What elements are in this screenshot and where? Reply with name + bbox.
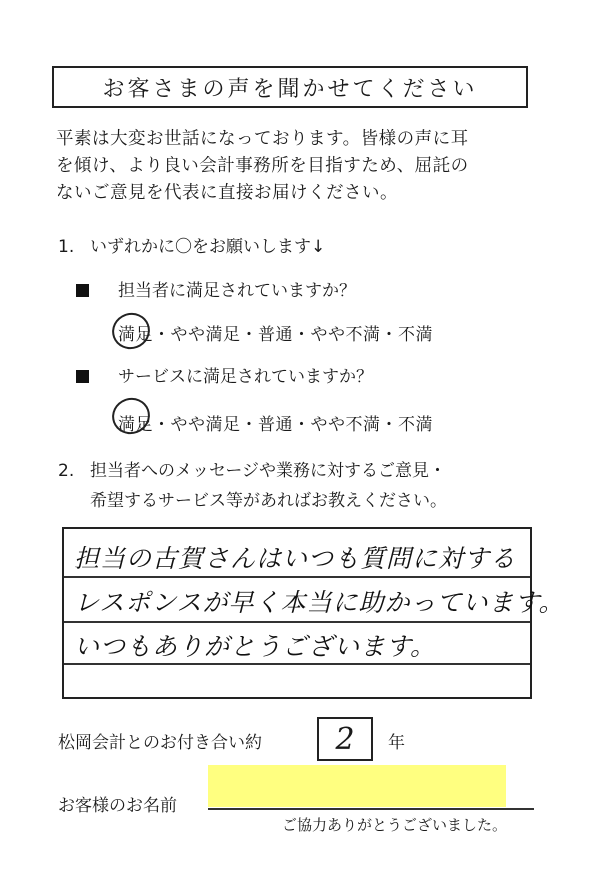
intro-paragraph xyxy=(56,126,546,207)
handwritten-answer-line: いつもありがとうございます。 xyxy=(74,632,437,661)
relationship-years-value: 2 xyxy=(335,721,355,757)
intro-line: ないご意見を代表に直接お届けください。 xyxy=(56,183,398,203)
staff-satisfaction-options[interactable]: 満足・やや満足・普通・やや不満・不満 xyxy=(118,325,433,345)
question-1-number: 1. xyxy=(58,237,75,257)
survey-title: お客さまの声を聞かせてください xyxy=(102,76,478,102)
answer-rule-line xyxy=(64,663,530,665)
handwritten-answer-line: 担当の古賀さんはいつも質問に対する xyxy=(74,544,517,573)
service-satisfaction-question: サービスに満足されていますか？ xyxy=(118,367,373,387)
survey-title-box xyxy=(52,66,528,108)
question-2-number: 2. xyxy=(58,461,75,481)
relationship-years-unit: 年 xyxy=(388,733,405,753)
answer-rule-line xyxy=(64,576,530,578)
intro-line: を傾け、より良い会計事務所を目指すため、屈託の xyxy=(56,156,469,176)
question-2-line: 希望するサービス等があればお教えください。 xyxy=(90,491,447,511)
intro-line: 平素は大変お世話になっております。皆様の声に耳 xyxy=(56,129,469,149)
question-1 xyxy=(58,232,325,257)
relationship-years-box[interactable] xyxy=(317,717,373,761)
customer-name-label: お客様のお名前 xyxy=(58,796,177,816)
selected-circle-mark xyxy=(107,308,155,355)
name-redaction-highlight xyxy=(208,765,506,807)
answer-rule-line xyxy=(64,621,530,623)
comment-answer-box[interactable] xyxy=(62,527,565,699)
bullet-square-icon xyxy=(76,370,89,383)
thank-you-note: ご協力ありがとうございました。 xyxy=(282,816,508,834)
relationship-years-label: 松岡会計とのお付き合い約 xyxy=(58,733,262,753)
customer-name-field[interactable] xyxy=(208,808,534,810)
bullet-square-icon xyxy=(76,284,89,297)
staff-satisfaction-question: 担当者に満足されていますか？ xyxy=(118,281,356,301)
question-2 xyxy=(58,456,447,516)
handwritten-answer-line: レスポンスが早く本当に助かっています。 xyxy=(74,588,565,617)
service-satisfaction-options[interactable]: 満足・やや満足・普通・やや不満・不満 xyxy=(118,415,433,435)
question-2-line: 担当者へのメッセージや業務に対するご意見・ xyxy=(90,461,446,481)
question-1-text: いずれかに〇をお願いします↓ xyxy=(90,237,326,257)
